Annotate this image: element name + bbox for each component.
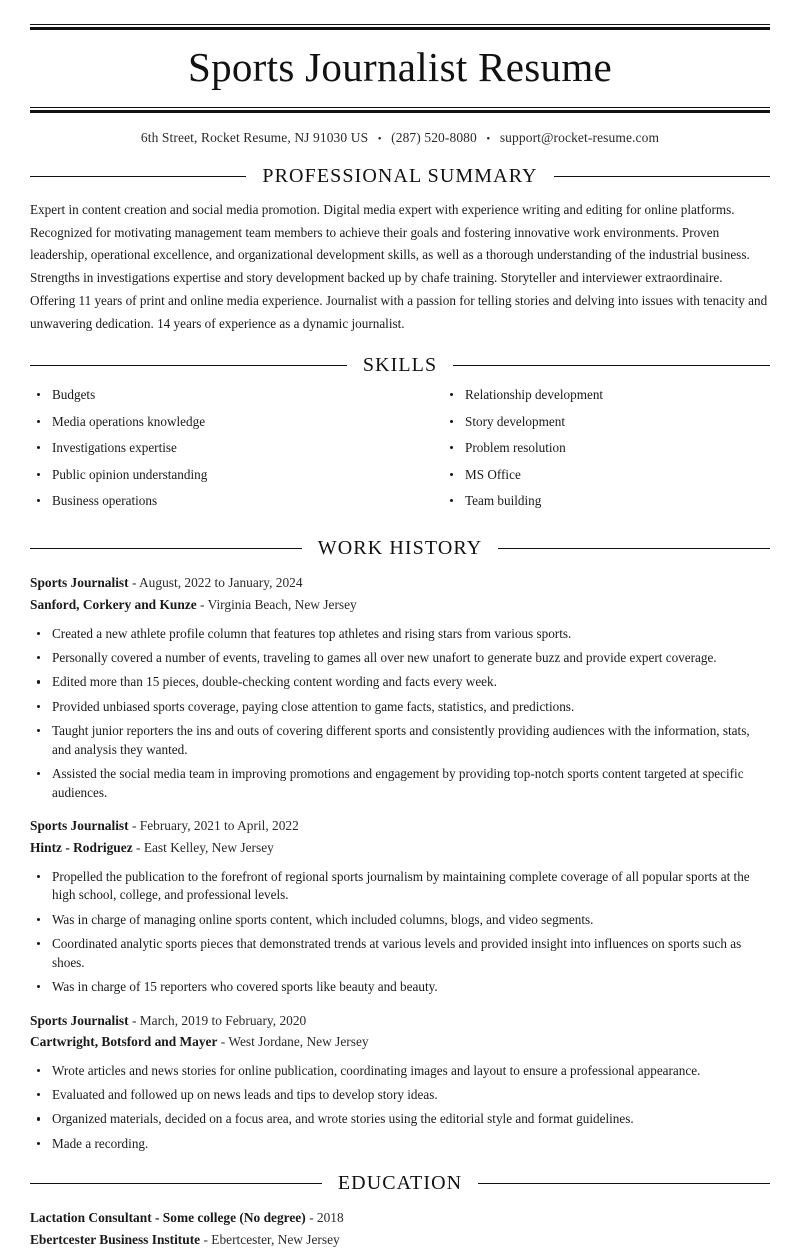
job-bullet-item: Propelled the publication to the forefront of regional sports journalism by maintaining complete coverage of all popular sports at the high school, college, and professional levels. bbox=[30, 868, 770, 905]
skill-item: Media operations knowledge bbox=[30, 413, 400, 431]
skill-item: Business operations bbox=[30, 492, 400, 510]
work-history-entry bbox=[30, 572, 770, 802]
education-entry bbox=[30, 1207, 770, 1250]
job-dates: February, 2021 to April, 2022 bbox=[139, 818, 299, 834]
skills-list-right bbox=[443, 386, 770, 510]
section-rule-left bbox=[30, 548, 302, 549]
skill-item: MS Office bbox=[443, 466, 770, 484]
education-year: 2018 bbox=[316, 1210, 344, 1226]
section-rule-left bbox=[30, 365, 347, 366]
job-bullet-item: Taught junior reporters the ins and outs of covering different sports and consistently providing audiences with the information, stats, and analysis they wanted. bbox=[30, 722, 770, 759]
skill-item: Budgets bbox=[30, 386, 400, 404]
job-bullet-item: Made a recording. bbox=[30, 1135, 770, 1154]
section-skills bbox=[30, 355, 770, 518]
job-title: Sports Journalist bbox=[30, 575, 129, 591]
job-bullet-list bbox=[30, 625, 770, 802]
job-title-line bbox=[30, 572, 770, 594]
job-bullet-item: Edited more than 15 pieces, double-checking content wording and facts every week. bbox=[30, 673, 770, 692]
work-history-list bbox=[30, 572, 770, 1153]
contact-separator-icon: • bbox=[377, 132, 382, 145]
education-list bbox=[30, 1207, 770, 1250]
skill-item: Relationship development bbox=[443, 386, 770, 404]
contact-separator-icon: • bbox=[486, 132, 491, 145]
job-company-line bbox=[30, 837, 770, 859]
section-heading bbox=[30, 538, 770, 558]
skills-columns bbox=[30, 386, 770, 518]
section-title: WORK HISTORY bbox=[317, 537, 483, 560]
section-professional-summary bbox=[30, 166, 770, 335]
contact-phone: (287) 520-8080 bbox=[391, 130, 477, 145]
section-rule-right bbox=[498, 548, 770, 549]
job-company: Sanford, Corkery and Kunze bbox=[30, 597, 197, 613]
section-work-history bbox=[30, 538, 770, 1153]
job-bullet-item: Organized materials, decided on a focus area, and wrote stories using the editorial style and format guidelines. bbox=[30, 1110, 770, 1129]
job-dates: March, 2019 to February, 2020 bbox=[139, 1012, 307, 1028]
education-degree: Lactation Consultant - Some college (No degree) bbox=[30, 1210, 306, 1226]
section-rule-right bbox=[453, 365, 770, 366]
job-bullet-item: Created a new athlete profile column that features top athletes and rising stars from various sports. bbox=[30, 625, 770, 644]
job-title-line bbox=[30, 1010, 770, 1032]
job-bullet-list bbox=[30, 868, 770, 997]
skill-item: Team building bbox=[443, 492, 770, 510]
job-company: Cartwright, Botsford and Mayer bbox=[30, 1034, 218, 1050]
job-title-dash: - bbox=[128, 1012, 140, 1028]
job-title: Sports Journalist bbox=[30, 818, 129, 834]
skill-item: Public opinion understanding bbox=[30, 466, 400, 484]
job-bullet-item: Assisted the social media team in improving promotions and engagement by providing top-notch sports content targeted at specific audiences. bbox=[30, 765, 770, 802]
education-school: Ebertcester Business Institute bbox=[30, 1232, 201, 1248]
section-rule-right bbox=[478, 1183, 770, 1184]
section-rule-left bbox=[30, 1183, 322, 1184]
job-title-dash: - bbox=[128, 818, 140, 834]
education-school-dash: - bbox=[200, 1232, 212, 1248]
job-location: Virginia Beach, New Jersey bbox=[207, 597, 357, 613]
job-title-dash: - bbox=[128, 575, 140, 591]
contact-address: 6th Street, Rocket Resume, NJ 91030 US bbox=[140, 130, 369, 145]
job-bullet-item: Evaluated and followed up on news leads and tips to develop story ideas. bbox=[30, 1086, 770, 1105]
skill-item: Problem resolution bbox=[443, 439, 770, 457]
work-history-entry bbox=[30, 1010, 770, 1154]
section-rule-left bbox=[30, 176, 246, 177]
contact-email: support@rocket-resume.com bbox=[499, 130, 660, 145]
section-title: EDUCATION bbox=[337, 1172, 463, 1195]
job-bullet-item: Was in charge of managing online sports content, which included columns, blogs, and video segments. bbox=[30, 911, 770, 930]
skills-list-left bbox=[30, 386, 400, 510]
contact-line bbox=[30, 113, 770, 146]
job-bullet-item: Coordinated analytic sports pieces that demonstrated trends at various levels and provided insight into influences on sports such as shoes. bbox=[30, 935, 770, 972]
skills-column-right bbox=[400, 386, 770, 518]
job-bullet-item: Wrote articles and news stories for online publication, coordinating images and layout to ensure a professional appearance. bbox=[30, 1062, 770, 1081]
work-history-entry bbox=[30, 815, 770, 996]
job-company-dash: - bbox=[132, 839, 144, 855]
education-degree-dash: - bbox=[305, 1210, 317, 1226]
job-location: East Kelley, New Jersey bbox=[143, 839, 274, 855]
education-location: Ebertcester, New Jersey bbox=[211, 1232, 340, 1248]
education-school-line bbox=[30, 1229, 770, 1251]
job-company: Hintz - Rodriguez bbox=[30, 839, 133, 855]
page-title: Sports Journalist Resume bbox=[187, 44, 613, 90]
section-heading bbox=[30, 166, 770, 186]
job-location: West Jordane, New Jersey bbox=[228, 1034, 369, 1050]
summary-text: Expert in content creation and social media promotion. Digital media expert with experience writing and editing for online platforms. Recognized for motivating management team members to achieve their goals and fostering innovative work environments. Proven leadership, operational excellence, and organizational development skills, as well as a thorough understanding of the industrial business. Strengths in investigations expertise and story development backed up by chafe training. Storyteller and interviewer extraordinaire. Offering 11 years of print and online media experience. Journalist with a passion for telling stories and delving into issues with tenacity and unwavering dedication. 14 years of experience as a dynamic journalist. bbox=[30, 202, 768, 331]
masthead bbox=[30, 0, 770, 146]
job-company-dash: - bbox=[217, 1034, 229, 1050]
section-rule-right bbox=[554, 176, 770, 177]
skill-item: Investigations expertise bbox=[30, 439, 400, 457]
job-dates: August, 2022 to January, 2024 bbox=[139, 575, 303, 591]
job-bullet-item: Personally covered a number of events, traveling to games all over new unafort to generate buzz and provide expert coverage. bbox=[30, 649, 770, 668]
job-title: Sports Journalist bbox=[30, 1012, 129, 1028]
job-bullet-item: Was in charge of 15 reporters who covered sports like beauty and beauty. bbox=[30, 978, 770, 997]
job-company-dash: - bbox=[196, 597, 208, 613]
section-title: SKILLS bbox=[362, 354, 438, 377]
section-title: PROFESSIONAL SUMMARY bbox=[262, 165, 538, 187]
job-company-line bbox=[30, 594, 770, 616]
skill-item: Story development bbox=[443, 413, 770, 431]
job-bullet-list bbox=[30, 1062, 770, 1153]
section-heading bbox=[30, 355, 770, 375]
section-education bbox=[30, 1173, 770, 1250]
skills-column-left bbox=[30, 386, 400, 518]
education-degree-line bbox=[30, 1207, 770, 1229]
section-heading bbox=[30, 1173, 770, 1193]
job-bullet-item: Provided unbiased sports coverage, paying close attention to game facts, statistics, and predictions. bbox=[30, 698, 770, 717]
job-title-line bbox=[30, 815, 770, 837]
